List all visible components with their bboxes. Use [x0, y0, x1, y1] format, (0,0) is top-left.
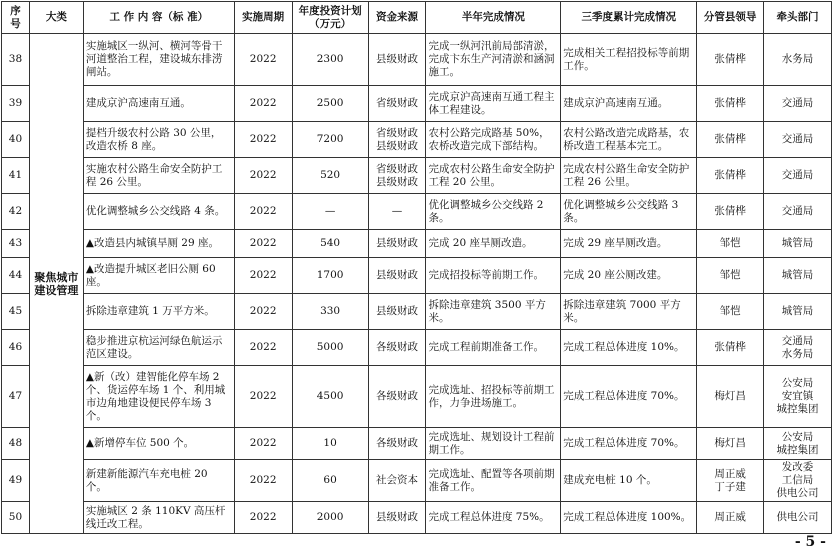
work-content: 稳步推进京杭运河绿色航运示范区建设。 — [83, 330, 234, 366]
lead-department: 水务局 — [764, 34, 832, 86]
funding-source: 各级财政 — [368, 366, 426, 428]
county-leader: 邹恺 — [697, 230, 764, 258]
period: 2022 — [234, 122, 292, 158]
investment: 1700 — [292, 258, 368, 294]
funding-source: 县级财政 — [368, 258, 426, 294]
funding-source: 县级财政 — [368, 230, 426, 258]
q3-status: 建成充电桩 10 个。 — [561, 460, 697, 502]
row-number: 42 — [2, 194, 30, 230]
row-number: 45 — [2, 294, 30, 330]
header-no: 序 号 — [2, 2, 30, 34]
period: 2022 — [234, 230, 292, 258]
row-number: 41 — [2, 158, 30, 194]
half-year-status: 完成 20 座旱厕改造。 — [426, 230, 561, 258]
period: 2022 — [234, 502, 292, 534]
half-year-status: 完成农村公路生命安全防护工程 20 公里。 — [426, 158, 561, 194]
investment: 5000 — [292, 330, 368, 366]
work-content: ▲改造提升城区老旧公厕 60 座。 — [83, 258, 234, 294]
period: 2022 — [234, 366, 292, 428]
lead-department: 发改委 工信局 供电公司 — [764, 460, 832, 502]
header-funding: 资金来源 — [368, 2, 426, 34]
investment: 520 — [292, 158, 368, 194]
county-leader: 张倩桦 — [697, 158, 764, 194]
county-leader: 张倩桦 — [697, 194, 764, 230]
county-leader: 张倩桦 — [697, 122, 764, 158]
period: 2022 — [234, 34, 292, 86]
county-leader: 张倩桦 — [697, 34, 764, 86]
county-leader: 邹恺 — [697, 258, 764, 294]
row-number: 39 — [2, 86, 30, 122]
table-row — [2, 294, 832, 330]
investment: 540 — [292, 230, 368, 258]
funding-source: — — [368, 194, 426, 230]
q3-status: 完成 29 座旱厕改造。 — [561, 230, 697, 258]
half-year-status: 优化调整城乡公交线路 2 条。 — [426, 194, 561, 230]
q3-status: 完成工程总体进度 100%。 — [561, 502, 697, 534]
investment: 2300 — [292, 34, 368, 86]
q3-status: 拆除违章建筑 7000 平方米。 — [561, 294, 697, 330]
county-leader: 周正威 — [697, 502, 764, 534]
county-leader: 周正威 丁子建 — [697, 460, 764, 502]
q3-status: 完成工程总体进度 70%。 — [561, 428, 697, 460]
work-plan-table — [1, 1, 832, 534]
q3-status: 农村公路改造完成路基，农桥改造工程基本完工。 — [561, 122, 697, 158]
investment: 10 — [292, 428, 368, 460]
header-row — [2, 2, 832, 34]
table-row — [2, 86, 832, 122]
q3-status: 完成相关工程招投标等前期工作。 — [561, 34, 697, 86]
work-content: ▲新增停车位 500 个。 — [83, 428, 234, 460]
work-content: ▲新（改）建智能化停车场 2 个、货运停车场 1 个、利用城市边角地建设便民停车场 3 个。 — [83, 366, 234, 428]
row-number: 43 — [2, 230, 30, 258]
half-year-status: 农村公路完成路基 50%，农桥改造完成下部结构。 — [426, 122, 561, 158]
table-row — [2, 428, 832, 460]
half-year-status: 完成选址、配置等各项前期准备工作。 — [426, 460, 561, 502]
investment: 7200 — [292, 122, 368, 158]
work-content: 实施城区 2 条 110KV 高压杆线迁改工程。 — [83, 502, 234, 534]
table-row — [2, 158, 832, 194]
work-content: 新建新能源汽车充电桩 20 个。 — [83, 460, 234, 502]
table-row — [2, 34, 832, 86]
investment: 4500 — [292, 366, 368, 428]
period: 2022 — [234, 330, 292, 366]
lead-department: 公安局 城控集团 — [764, 428, 832, 460]
work-content: 实施城区一纵河、横河等骨干河道整治工程，建设城东排涝闸站。 — [83, 34, 234, 86]
table-row — [2, 366, 832, 428]
q3-status: 完成农村公路生命安全防护工程 26 公里。 — [561, 158, 697, 194]
half-year-status: 完成工程前期准备工作。 — [426, 330, 561, 366]
county-leader: 张倩桦 — [697, 330, 764, 366]
work-content: ▲改造县内城镇旱厕 29 座。 — [83, 230, 234, 258]
header-dept: 牵头部门 — [764, 2, 832, 34]
period: 2022 — [234, 194, 292, 230]
half-year-status: 完成招投标等前期工作。 — [426, 258, 561, 294]
q3-status: 优化调整城乡公交线路 3 条。 — [561, 194, 697, 230]
investment: 2500 — [292, 86, 368, 122]
period: 2022 — [234, 258, 292, 294]
row-number: 40 — [2, 122, 30, 158]
lead-department: 城管局 — [764, 230, 832, 258]
lead-department: 交通局 — [764, 194, 832, 230]
funding-source: 各级财政 — [368, 330, 426, 366]
work-content: 提档升级农村公路 30 公里，改造农桥 8 座。 — [83, 122, 234, 158]
lead-department: 供电公司 — [764, 502, 832, 534]
row-number: 48 — [2, 428, 30, 460]
county-leader: 邹恺 — [697, 294, 764, 330]
table-row — [2, 122, 832, 158]
lead-department: 交通局 水务局 — [764, 330, 832, 366]
half-year-status: 完成工程总体进度 75%。 — [426, 502, 561, 534]
lead-department: 公安局 安宜镇 城控集团 — [764, 366, 832, 428]
row-number: 49 — [2, 460, 30, 502]
investment: 2000 — [292, 502, 368, 534]
period: 2022 — [234, 460, 292, 502]
header-content: 工 作 内 容（标 准） — [83, 2, 234, 34]
header-period: 实施周期 — [234, 2, 292, 34]
period: 2022 — [234, 294, 292, 330]
work-content: 优化调整城乡公交线路 4 条。 — [83, 194, 234, 230]
county-leader: 梅灯昌 — [697, 428, 764, 460]
page-number: - 5 - — [794, 534, 826, 550]
funding-source: 省级财政 县级财政 — [368, 122, 426, 158]
investment: 330 — [292, 294, 368, 330]
header-q3: 三季度累计完成情况 — [561, 2, 697, 34]
table-row — [2, 502, 832, 534]
half-year-status: 完成选址、招投标等前期工作，力争进场施工。 — [426, 366, 561, 428]
funding-source: 县级财政 — [368, 294, 426, 330]
category-cell: 聚焦城市 建设管理 — [29, 34, 83, 534]
lead-department: 城管局 — [764, 258, 832, 294]
work-content: 建成京沪高速南互通。 — [83, 86, 234, 122]
header-investment: 年度投资计划 （万元） — [292, 2, 368, 34]
header-half-year: 半年完成情况 — [426, 2, 561, 34]
table-row — [2, 194, 832, 230]
table-row — [2, 230, 832, 258]
county-leader: 梅灯昌 — [697, 366, 764, 428]
work-content: 拆除违章建筑 1 万平方米。 — [83, 294, 234, 330]
row-number: 46 — [2, 330, 30, 366]
row-number: 47 — [2, 366, 30, 428]
funding-source: 省级财政 — [368, 86, 426, 122]
lead-department: 城管局 — [764, 294, 832, 330]
lead-department: 交通局 — [764, 158, 832, 194]
half-year-status: 拆除违章建筑 3500 平方米。 — [426, 294, 561, 330]
row-number: 50 — [2, 502, 30, 534]
row-number: 38 — [2, 34, 30, 86]
table-row — [2, 330, 832, 366]
half-year-status: 完成一纵河汛前局部清淤，完成卞东生产河清淤和涵洞施工。 — [426, 34, 561, 86]
q3-status: 完成工程总体进度 10%。 — [561, 330, 697, 366]
investment: — — [292, 194, 368, 230]
lead-department: 交通局 — [764, 86, 832, 122]
q3-status: 完成 20 座公厕改建。 — [561, 258, 697, 294]
q3-status: 完成工程总体进度 70%。 — [561, 366, 697, 428]
q3-status: 建成京沪高速南互通。 — [561, 86, 697, 122]
half-year-status: 完成选址、规划设计工程前期工作。 — [426, 428, 561, 460]
period: 2022 — [234, 86, 292, 122]
funding-source: 省级财政 县级财政 — [368, 158, 426, 194]
header-category: 大类 — [29, 2, 83, 34]
funding-source: 各级财政 — [368, 428, 426, 460]
table-row — [2, 258, 832, 294]
investment: 60 — [292, 460, 368, 502]
row-number: 44 — [2, 258, 30, 294]
lead-department: 交通局 — [764, 122, 832, 158]
funding-source: 县级财政 — [368, 502, 426, 534]
funding-source: 社会资本 — [368, 460, 426, 502]
county-leader: 张倩桦 — [697, 86, 764, 122]
header-leader: 分管县领导 — [697, 2, 764, 34]
half-year-status: 完成京沪高速南互通工程主体工程建设。 — [426, 86, 561, 122]
work-content: 实施农村公路生命安全防护工程 26 公里。 — [83, 158, 234, 194]
table-row — [2, 460, 832, 502]
period: 2022 — [234, 158, 292, 194]
funding-source: 县级财政 — [368, 34, 426, 86]
period: 2022 — [234, 428, 292, 460]
